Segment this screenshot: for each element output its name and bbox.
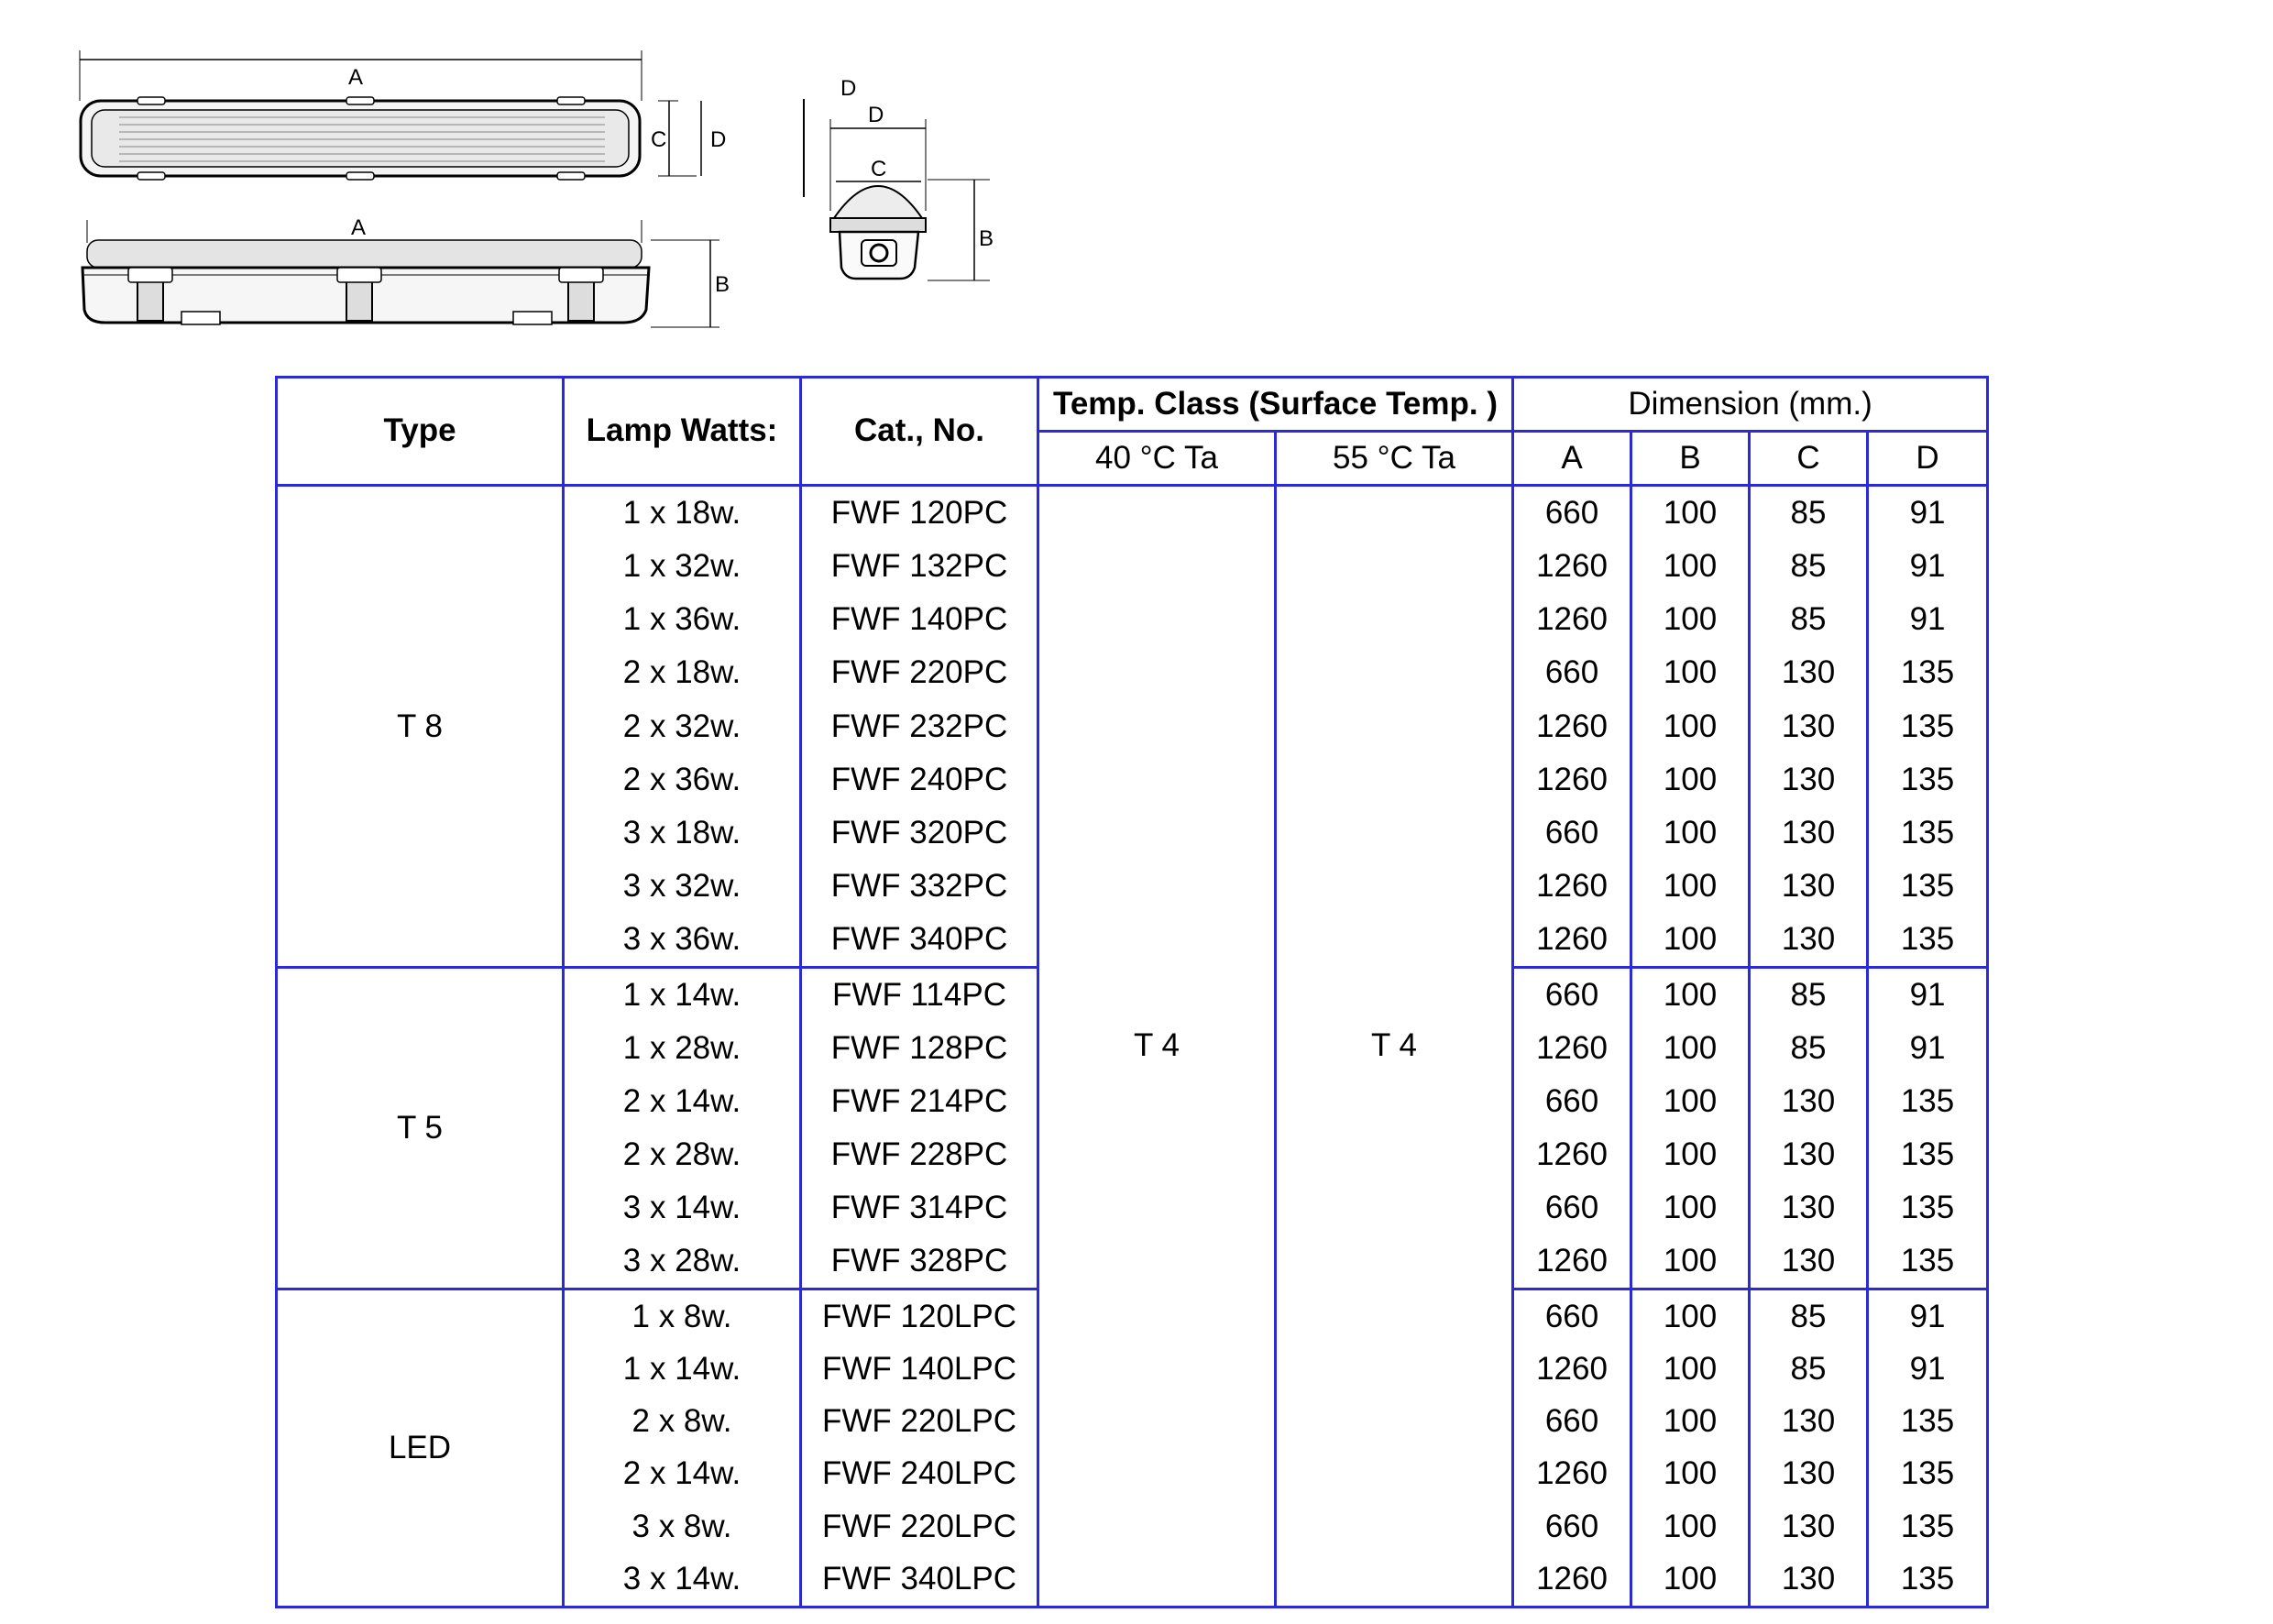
cell-value: 100 [1663, 1350, 1718, 1387]
dim-a-cell [1513, 968, 1631, 1289]
cell-value: 2 x 18w. [622, 654, 741, 691]
cell-value: 1260 [1536, 1242, 1608, 1278]
top-view-drawing [80, 50, 701, 180]
cell-value: 91 [1909, 548, 1946, 585]
cat-no-cell [801, 1289, 1038, 1608]
cell-value: 135 [1900, 1561, 1955, 1597]
type-cell: LED [277, 1289, 564, 1608]
cell-value: FWF 128PC [830, 1030, 1008, 1067]
header-dim-a: A [1513, 432, 1631, 486]
cell-value: 1 x 14w. [622, 977, 741, 1014]
cell-value: 135 [1900, 1083, 1955, 1120]
cell-value: FWF 240PC [830, 761, 1008, 797]
dim-c-cell [1750, 1289, 1868, 1608]
cell-value: 130 [1781, 1403, 1836, 1440]
cell-value: 100 [1663, 654, 1718, 691]
header-40c: 40 °C Ta [1038, 432, 1276, 486]
dim-d-cell [1868, 486, 1988, 968]
cell-value: FWF 232PC [830, 708, 1008, 744]
dim-b-cell [1631, 1289, 1750, 1608]
dim-b-cell [1631, 486, 1750, 968]
cell-value: FWF 340LPC [822, 1561, 1016, 1597]
cell-value: 2 x 28w. [622, 1136, 741, 1172]
cell-value: 660 [1544, 654, 1599, 691]
cell-value: FWF 240LPC [822, 1455, 1016, 1492]
cell-value: FWF 140LPC [822, 1350, 1016, 1387]
cell-value: 85 [1790, 495, 1827, 532]
cell-value: 660 [1544, 1189, 1599, 1225]
cell-value: 130 [1781, 1242, 1836, 1278]
cell-value: 100 [1663, 867, 1718, 904]
cell-value: 100 [1663, 1561, 1718, 1597]
cell-value: 100 [1663, 814, 1718, 850]
cell-value: 85 [1790, 601, 1827, 638]
cell-value: 135 [1900, 1455, 1955, 1492]
cell-value: 1260 [1536, 1455, 1608, 1492]
cell-value: 660 [1544, 1298, 1599, 1334]
cell-value: 100 [1663, 1030, 1718, 1067]
end-view-dim-d-top: D [840, 76, 857, 101]
cell-value: 660 [1544, 814, 1599, 850]
fixture-dimension-drawings [0, 0, 1008, 367]
cell-value: 100 [1663, 1455, 1718, 1492]
dim-c-cell [1750, 486, 1868, 968]
header-dimension: Dimension (mm.) [1513, 378, 1988, 432]
cell-value: 135 [1900, 1189, 1955, 1225]
cell-value: 135 [1900, 921, 1955, 958]
cell-value: 91 [1909, 977, 1946, 1014]
cell-value: 100 [1663, 601, 1718, 638]
cell-value: 1 x 32w. [622, 548, 741, 585]
top-view-dim-c: C [651, 127, 667, 152]
cell-value: 3 x 8w. [631, 1508, 732, 1544]
cell-value: 100 [1663, 1298, 1718, 1334]
cell-value: 135 [1900, 814, 1955, 850]
end-view-dim-b: B [979, 226, 994, 251]
cell-value: FWF 214PC [830, 1083, 1008, 1120]
cell-value: 85 [1790, 1030, 1827, 1067]
cell-value: 135 [1900, 708, 1955, 744]
cell-value: 130 [1781, 1136, 1836, 1172]
cell-value: FWF 314PC [830, 1189, 1008, 1225]
cell-value: 1 x 14w. [622, 1350, 741, 1387]
top-view-dim-a: A [348, 65, 364, 90]
cell-value: 660 [1544, 495, 1599, 532]
cell-value: FWF 220PC [830, 654, 1008, 691]
cell-value: 135 [1900, 867, 1955, 904]
cell-value: 130 [1781, 867, 1836, 904]
cell-value: 130 [1781, 1561, 1836, 1597]
cell-value: 85 [1790, 977, 1827, 1014]
cell-value: FWF 328PC [830, 1242, 1008, 1278]
dim-a-cell [1513, 486, 1631, 968]
cell-value: 660 [1544, 1508, 1599, 1544]
header-lamp-watts: Lamp Watts: [564, 378, 801, 486]
cell-value: 135 [1900, 1136, 1955, 1172]
dim-d-cell [1868, 968, 1988, 1289]
cell-value: 2 x 36w. [622, 761, 741, 797]
cell-value: FWF 340PC [830, 921, 1008, 958]
dim-c-cell [1750, 968, 1868, 1289]
cell-value: 100 [1663, 1189, 1718, 1225]
cell-value: 135 [1900, 1403, 1955, 1440]
top-view-dim-d: D [710, 127, 727, 152]
cat-no-cell [801, 968, 1038, 1289]
cell-value: 100 [1663, 1403, 1718, 1440]
side-view-dim-b: B [715, 272, 730, 297]
cell-value: 100 [1663, 921, 1718, 958]
lamp-watts-cell [564, 968, 801, 1289]
header-dim-b: B [1631, 432, 1750, 486]
cell-value: 3 x 14w. [622, 1189, 741, 1225]
header-55c: 55 °C Ta [1276, 432, 1513, 486]
temp-40c-value: T 4 [1038, 486, 1276, 1608]
temp-55c-value: T 4 [1276, 486, 1513, 1608]
cell-value: 1 x 18w. [622, 495, 741, 532]
side-view-dim-a: A [351, 215, 367, 240]
cell-value: 1260 [1536, 761, 1608, 797]
cell-value: 1260 [1536, 548, 1608, 585]
cell-value: 100 [1663, 1136, 1718, 1172]
cell-value: 2 x 8w. [631, 1403, 732, 1440]
cell-value: FWF 220LPC [822, 1403, 1016, 1440]
cell-value: 130 [1781, 1083, 1836, 1120]
cell-value: 2 x 14w. [622, 1455, 741, 1492]
dim-d-cell [1868, 1289, 1988, 1608]
cell-value: 1260 [1536, 867, 1608, 904]
type-cell: T 5 [277, 968, 564, 1289]
cell-value: 1260 [1536, 1030, 1608, 1067]
cell-value: FWF 120PC [830, 495, 1008, 532]
cell-value: 100 [1663, 1508, 1718, 1544]
cell-value: 2 x 32w. [622, 708, 741, 744]
table-row [277, 486, 1988, 968]
cell-value: 100 [1663, 548, 1718, 585]
cell-value: 1260 [1536, 921, 1608, 958]
cell-value: 85 [1790, 548, 1827, 585]
cell-value: 91 [1909, 495, 1946, 532]
cell-value: 135 [1900, 1508, 1955, 1544]
header-cat-no: Cat., No. [801, 378, 1038, 486]
side-view-drawing [82, 220, 719, 327]
cell-value: 1260 [1536, 1561, 1608, 1597]
end-view-dim-d: D [868, 103, 884, 127]
cell-value: 135 [1900, 761, 1955, 797]
cell-value: 100 [1663, 977, 1718, 1014]
cell-value: 1 x 36w. [622, 601, 741, 638]
dim-b-cell [1631, 968, 1750, 1289]
end-view-dim-c: C [871, 157, 887, 181]
cell-value: 85 [1790, 1298, 1827, 1334]
cat-no-cell [801, 486, 1038, 968]
header-temp-class: Temp. Class (Surface Temp. ) [1038, 378, 1513, 432]
cell-value: 1260 [1536, 601, 1608, 638]
type-cell: T 8 [277, 486, 564, 968]
cell-value: 3 x 14w. [622, 1561, 741, 1597]
cell-value: 100 [1663, 1083, 1718, 1120]
cell-value: 660 [1544, 1083, 1599, 1120]
cell-value: 1 x 28w. [622, 1030, 741, 1067]
cell-value: 135 [1900, 654, 1955, 691]
cell-value: 100 [1663, 495, 1718, 532]
end-view-drawing [804, 99, 990, 280]
cell-value: 3 x 32w. [622, 867, 741, 904]
cell-value: FWF 228PC [830, 1136, 1008, 1172]
cell-value: 1 x 8w. [631, 1298, 732, 1334]
cell-value: 130 [1781, 1508, 1836, 1544]
cell-value: 660 [1544, 977, 1599, 1014]
cell-value: FWF 132PC [830, 548, 1008, 585]
cell-value: FWF 114PC [832, 977, 1006, 1014]
cell-value: FWF 140PC [830, 601, 1008, 638]
cell-value: 130 [1781, 708, 1836, 744]
cell-value: 85 [1790, 1350, 1827, 1387]
cell-value: FWF 320PC [830, 814, 1008, 850]
cell-value: 130 [1781, 814, 1836, 850]
cell-value: FWF 332PC [830, 867, 1008, 904]
specification-table [275, 376, 1989, 1608]
cell-value: 130 [1781, 1189, 1836, 1225]
cell-value: FWF 120LPC [822, 1298, 1016, 1334]
cell-value: 660 [1544, 1403, 1599, 1440]
cell-value: 130 [1781, 1455, 1836, 1492]
cell-value: 3 x 18w. [622, 814, 741, 850]
cell-value: 1260 [1536, 708, 1608, 744]
header-row-1 [277, 378, 1988, 432]
cell-value: 130 [1781, 921, 1836, 958]
header-type: Type [277, 378, 564, 486]
cell-value: 130 [1781, 761, 1836, 797]
header-dim-d: D [1868, 432, 1988, 486]
cell-value: 91 [1909, 1298, 1946, 1334]
lamp-watts-cell [564, 1289, 801, 1608]
cell-value: FWF 220LPC [822, 1508, 1016, 1544]
cell-value: 130 [1781, 654, 1836, 691]
cell-value: 1260 [1536, 1350, 1608, 1387]
cell-value: 2 x 14w. [622, 1083, 741, 1120]
cell-value: 3 x 36w. [622, 921, 741, 958]
header-dim-c: C [1750, 432, 1868, 486]
cell-value: 100 [1663, 761, 1718, 797]
dim-a-cell [1513, 1289, 1631, 1608]
cell-value: 135 [1900, 1242, 1955, 1278]
cell-value: 91 [1909, 1030, 1946, 1067]
cell-value: 1260 [1536, 1136, 1608, 1172]
lamp-watts-cell [564, 486, 801, 968]
cell-value: 91 [1909, 601, 1946, 638]
cell-value: 100 [1663, 708, 1718, 744]
cell-value: 100 [1663, 1242, 1718, 1278]
cell-value: 91 [1909, 1350, 1946, 1387]
cell-value: 3 x 28w. [622, 1242, 741, 1278]
